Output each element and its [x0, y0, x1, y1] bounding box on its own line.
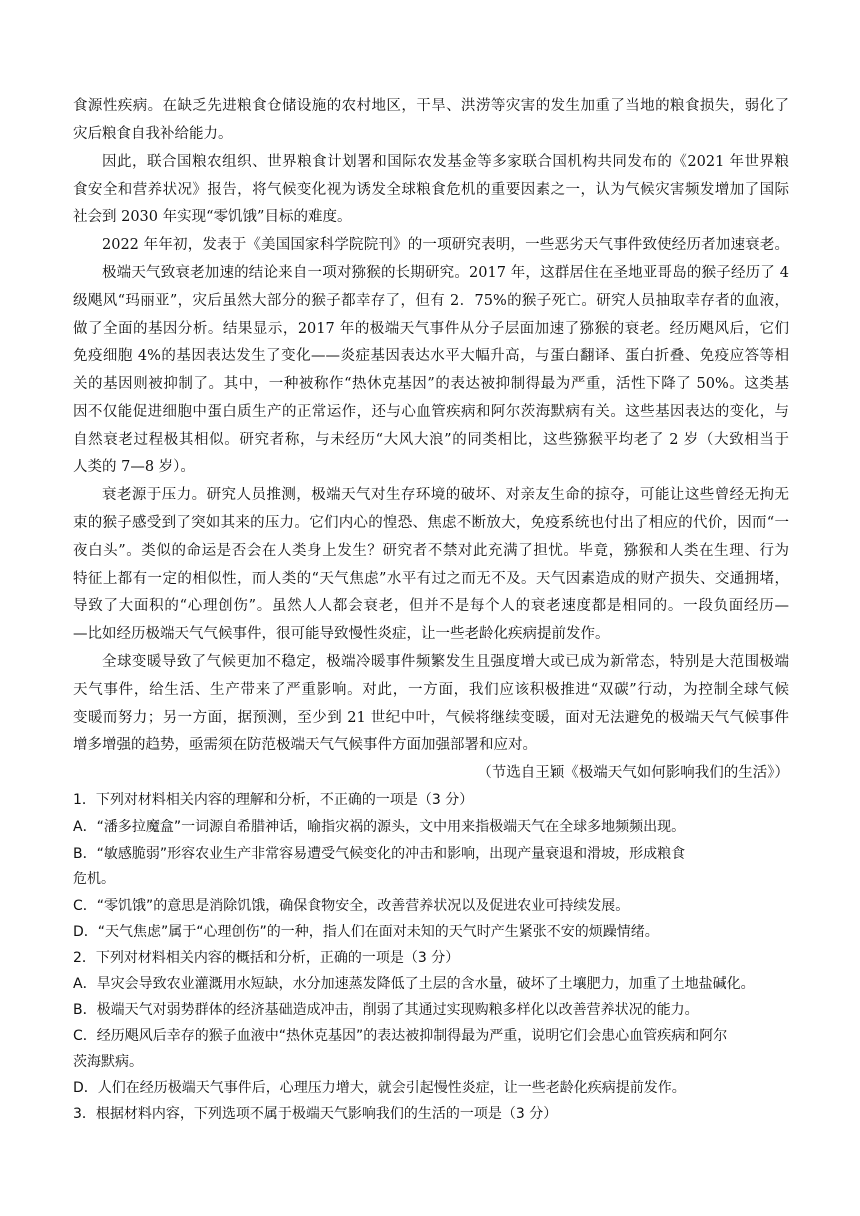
passage-line: 2022 年年初，发表于《美国国家科学院院刊》的一项研究表明，一些恶劣天气事件致使经历者加速衰老。	[102, 237, 789, 253]
passage-line: 因此，联合国粮农组织、世界粮食计划署和国际农发基金等多家联合国机构共同发布的《2021 年世界粮	[102, 154, 789, 170]
question-2-option-d: D．人们在经历极端天气事件后，心理压力增大，就会引起慢性炎症，让一些老龄化疾病提前发作。	[73, 1080, 686, 1096]
passage-line: 导致了大面积的“心理创伤”。虽然人人都会衰老，但并不是每个人的衰老速度都是相同的。一段负面经历—	[73, 598, 789, 614]
question-2-option-c-cont: 茨海默病。	[73, 1054, 143, 1070]
question-1-option-c: C．“零饥饿”的意思是消除饥饿，确保食物安全，改善营养状况以及促进农业可持续发展。	[73, 898, 630, 914]
question-2-option-b: B．极端天气对弱势群体的经济基础造成冲击，削弱了其通过实现购粮多样化以改善营养状况的能力。	[73, 1002, 699, 1018]
question-1-option-d: D．“天气焦虑”属于“心理创伤”的一种，指人们在面对未知的天气时产生紧张不安的烦躁情绪。	[73, 924, 659, 940]
passage-line: 食安全和营养状况》报告，将气候变化视为诱发全球粮食危机的重要因素之一，认为气候灾害频发增加了国际	[73, 182, 789, 198]
passage-line: 束的猴子感受到了突如其来的压力。它们内心的惶恐、焦虑不断放大，免疫系统也付出了相应的代价，因而“一	[73, 515, 789, 531]
passage-line: 自然衰老过程极其相似。研究者称，与未经历“大风大浪”的同类相比，这些猕猴平均老了 2 岁（大致相当于	[73, 432, 789, 448]
question-1-option-b: B．“敏感脆弱”形容农业生产非常容易遭受气候变化的冲击和影响，出现产量衰退和滑坡，形成粮食	[73, 846, 686, 862]
question-2-option-a: A．旱灾会导致农业灌溉用水短缺，水分加速蒸发降低了土层的含水量，破坏了土壤肥力，加重了土地盐碱化。	[73, 976, 755, 992]
passage-line: 衰老源于压力。研究人员推测，极端天气对生存环境的破坏、对亲友生命的掠夺，可能让这些曾经无拘无	[102, 487, 789, 503]
question-2-option-c: C．经历飓风后幸存的猴子血液中“热休克基因”的表达被抑制得最为严重，说明它们会患心血管疾病和阿尔	[73, 1028, 728, 1044]
passage-line: 增多增强的趋势，亟需须在防范极端天气气候事件方面加强部署和应对。	[73, 737, 537, 753]
passage-line: 灾后粮食自我补给能力。	[73, 126, 233, 142]
question-1-option-b-cont: 危机。	[73, 871, 115, 887]
question-1-stem: 1．下列对材料相关内容的理解和分析，不正确的一项是（3 分）	[73, 792, 474, 808]
passage-source: （节选自王颖《极端天气如何影响我们的生活》）	[477, 765, 789, 781]
question-1-option-a: A．“潘多拉魔盒”一词源自希腊神话，喻指灾祸的源头，文中用来指极端天气在全球多地频频出现。	[73, 819, 686, 835]
passage-line: 极端天气致衰老加速的结论来自一项对猕猴的长期研究。2017 年，这群居住在圣地亚哥岛的猴子经历了 4	[102, 265, 789, 281]
passage-line: 级飓风“玛丽亚”，灾后虽然大部分的猴子都幸存了，但有 2．75%的猴子死亡。研究人员抽取幸存者的血液，	[73, 293, 789, 309]
passage-line: 全球变暖导致了气候更加不稳定，极端冷暖事件频繁发生且强度增大或已成为新常态，特别是大范围极端	[102, 654, 789, 670]
passage-line: 因不仅能促进细胞中蛋白质生产的正常运作，还与心血管疾病和阿尔茨海默病有关。这些基因表达的变化，与	[73, 404, 789, 420]
passage-line: 免疫细胞 4%的基因表达发生了变化——炎症基因表达水平大幅升高，与蛋白翻译、蛋白折叠、免疫应答等相	[73, 348, 789, 364]
question-2-stem: 2．下列对材料相关内容的概括和分析，正确的一项是（3 分）	[73, 950, 460, 966]
passage-line: 关的基因则被抑制了。其中，一种被称作“热休克基因”的表达被抑制得最为严重，活性下降了 50%。这类基	[73, 376, 789, 392]
passage-line: 社会到 2030 年实现“零饥饿”目标的难度。	[73, 209, 352, 225]
passage-line: 做了全面的基因分析。结果显示，2017 年的极端天气事件从分子层面加速了猕猴的衰老。经历飓风后，它们	[73, 321, 789, 337]
passage-line: —比如经历极端天气气候事件，很可能导致慢性炎症，让一些老龄化疾病提前发作。	[73, 626, 610, 642]
passage-line: 夜白头”。类似的命运是否会在人类身上发生？研究者不禁对此充满了担忧。毕竟，猕猴和人类在生理、行为	[73, 543, 789, 559]
question-3-stem: 3．根据材料内容，下列选项不属于极端天气影响我们的生活的一项是（3 分）	[73, 1106, 558, 1122]
passage-line: 特征上都有一定的相似性，而人类的“天气焦虑”水平有过之而无不及。天气因素造成的财产损失、交通拥堵，	[73, 571, 789, 587]
passage-line: 人类的 7—8 岁）。	[73, 459, 195, 475]
passage-line: 天气事件，给生活、生产带来了严重影响。对此，一方面，我们应该积极推进“双碳”行动，为控制全球气候	[73, 682, 789, 698]
passage-line: 食源性疾病。在缺乏先进粮食仓储设施的农村地区，干旱、洪涝等灾害的发生加重了当地的粮食损失，弱化了	[73, 98, 789, 114]
passage-line: 变暖而努力；另一方面，据预测，至少到 21 世纪中叶，气候将继续变暖，面对无法避免的极端天气气候事件	[73, 710, 789, 726]
